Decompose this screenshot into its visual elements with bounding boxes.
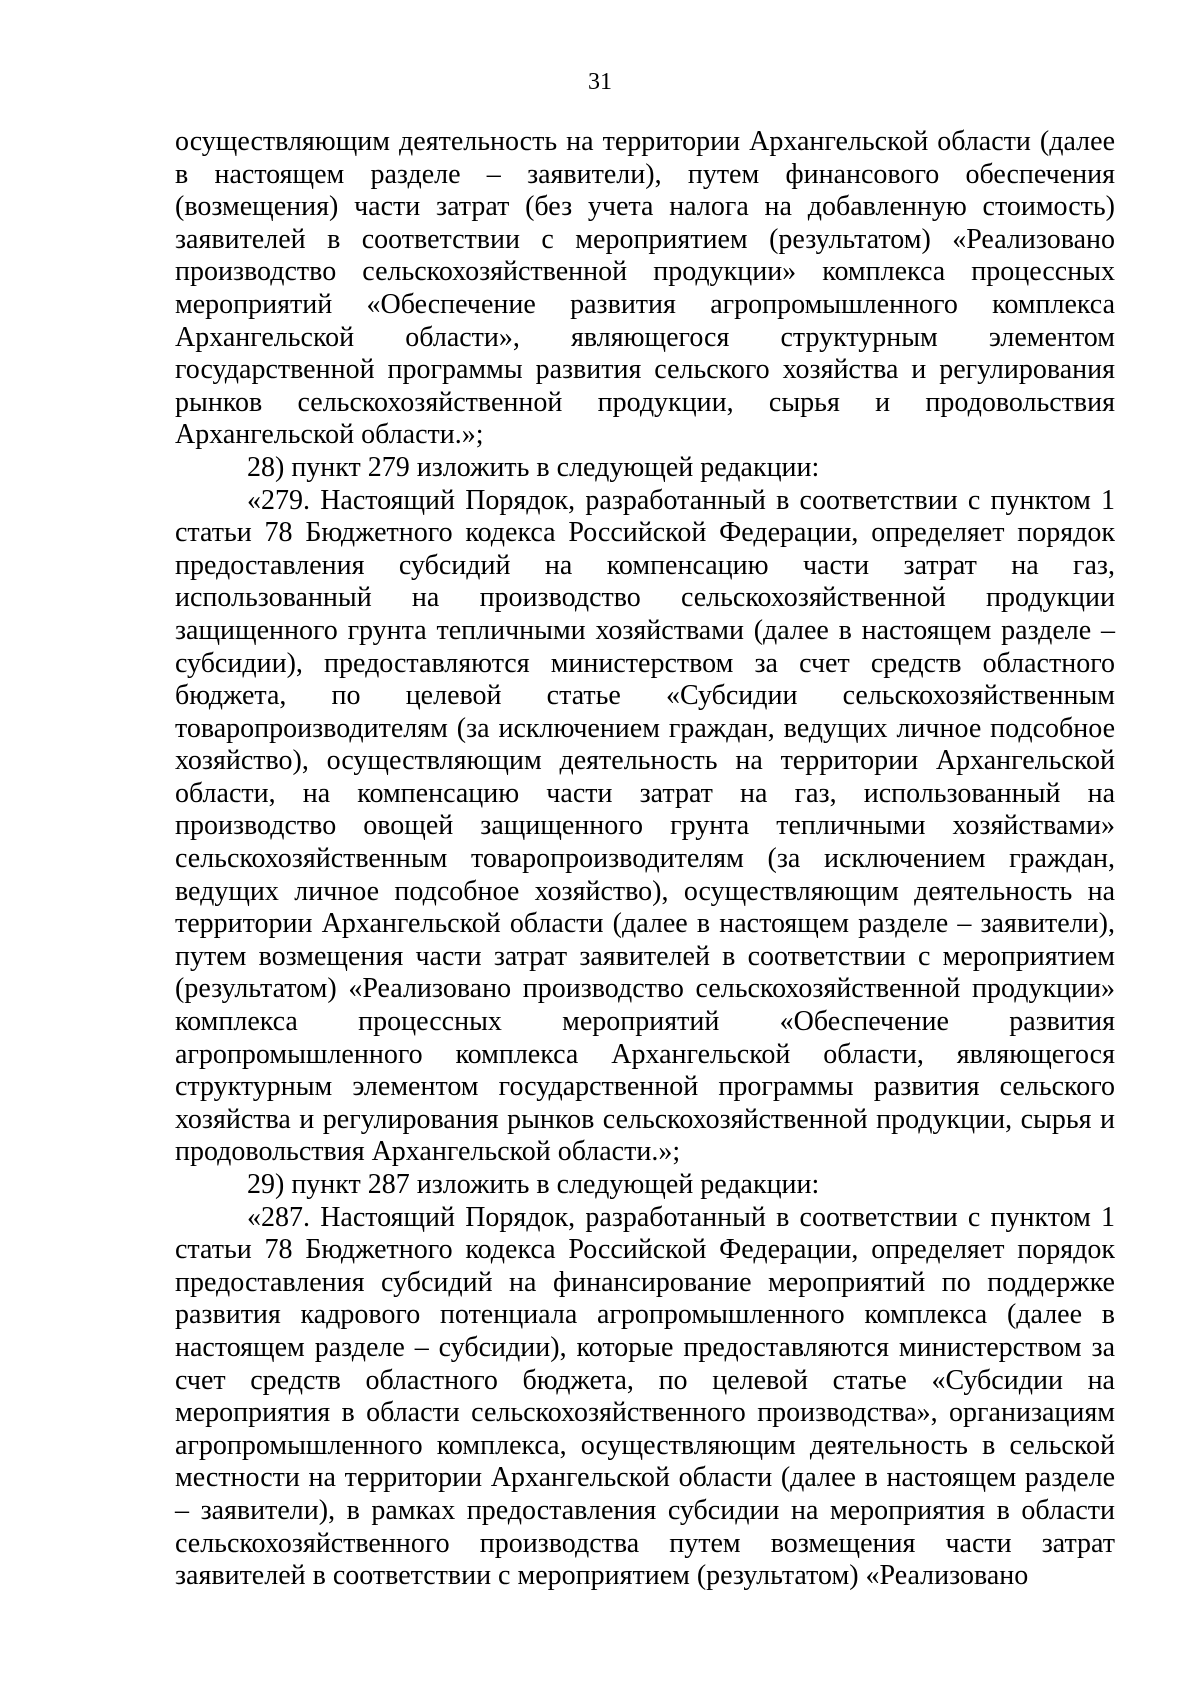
document-body [175,126,1115,1593]
page-number: 31 [588,69,612,95]
paragraph-287: «287. Настоящий Порядок, разработанный в соответствии с пунктом 1 статьи 78 Бюджетного кодекса Российской Федерации, определяет порядок предоставления субсидий на финансирование мероприятий по поддержке развития кадрового потенциала агропромышленного комплекса (далее в настоящем разделе – субсидии), которые предоставляются министерством за счет средств областного бюджета, по целевой статье «Субсидии на мероприятия в области сельскохозяйственного производства», организациям агропромышленного комплекса, осуществляющим деятельность в сельской местности на территории Архангельской области (далее в настоящем разделе – заявители), в рамках предоставления субсидии на мероприятия в области сельскохозяйственного производства путем возмещения части затрат заявителей в соответствии с мероприятием (результатом) «Реализовано [175,1201,1115,1592]
paragraph-continuation: осуществляющим деятельность на территории Архангельской области (далее в настоящем разделе – заявители), путем финансового обеспечения (возмещения) части затрат (без учета налога на добавленную стоимость) заявителей в соответствии с мероприятием (результатом) «Реализовано производство сельскохозяйственной продукции» комплекса процессных мероприятий «Обеспечение развития агропромышленного комплекса Архангельской области», являющегося структурным элементом государственной программы развития сельского хозяйства и регулирования рынков сельскохозяйственной продукции, сырья и продовольствия Архангельской области.»; [175,126,1115,451]
amendment-item-29: 29) пункт 287 изложить в следующей редакции: [247,1169,820,1200]
paragraph-279: «279. Настоящий Порядок, разработанный в соответствии с пунктом 1 статьи 78 Бюджетного кодекса Российской Федерации, определяет порядок предоставления субсидий на компенсацию части затрат на газ, использованный на производство сельскохозяйственной продукции защищенного грунта тепличными хозяйствами (далее в настоящем разделе – субсидии), предоставляются министерством за счет средств областного бюджета, по целевой статье «Субсидии сельскохозяйственным товаропроизводителям (за исключением граждан, ведущих личное подсобное хозяйство), осуществляющим деятельность на территории Архангельской области, на компенсацию части затрат на газ, использованный на производство овощей защищенного грунта тепличными хозяйствами» сельскохозяйственным товаропроизводителям (за исключением граждан, ведущих личное подсобное хозяйство), осуществляющим деятельность на территории Архангельской области (далее в настоящем разделе – заявители), путем возмещения части затрат заявителей в соответствии с мероприятием (результатом) «Реализовано производство сельскохозяйственной продукции» комплекса процессных мероприятий «Обеспечение развития агропромышленного комплекса Архангельской области, являющегося структурным элементом государственной программы развития сельского хозяйства и регулирования рынков сельскохозяйственной продукции, сырья и продовольствия Архангельской области.»; [175,484,1115,1168]
amendment-item-28: 28) пункт 279 изложить в следующей редакции: [247,451,820,483]
